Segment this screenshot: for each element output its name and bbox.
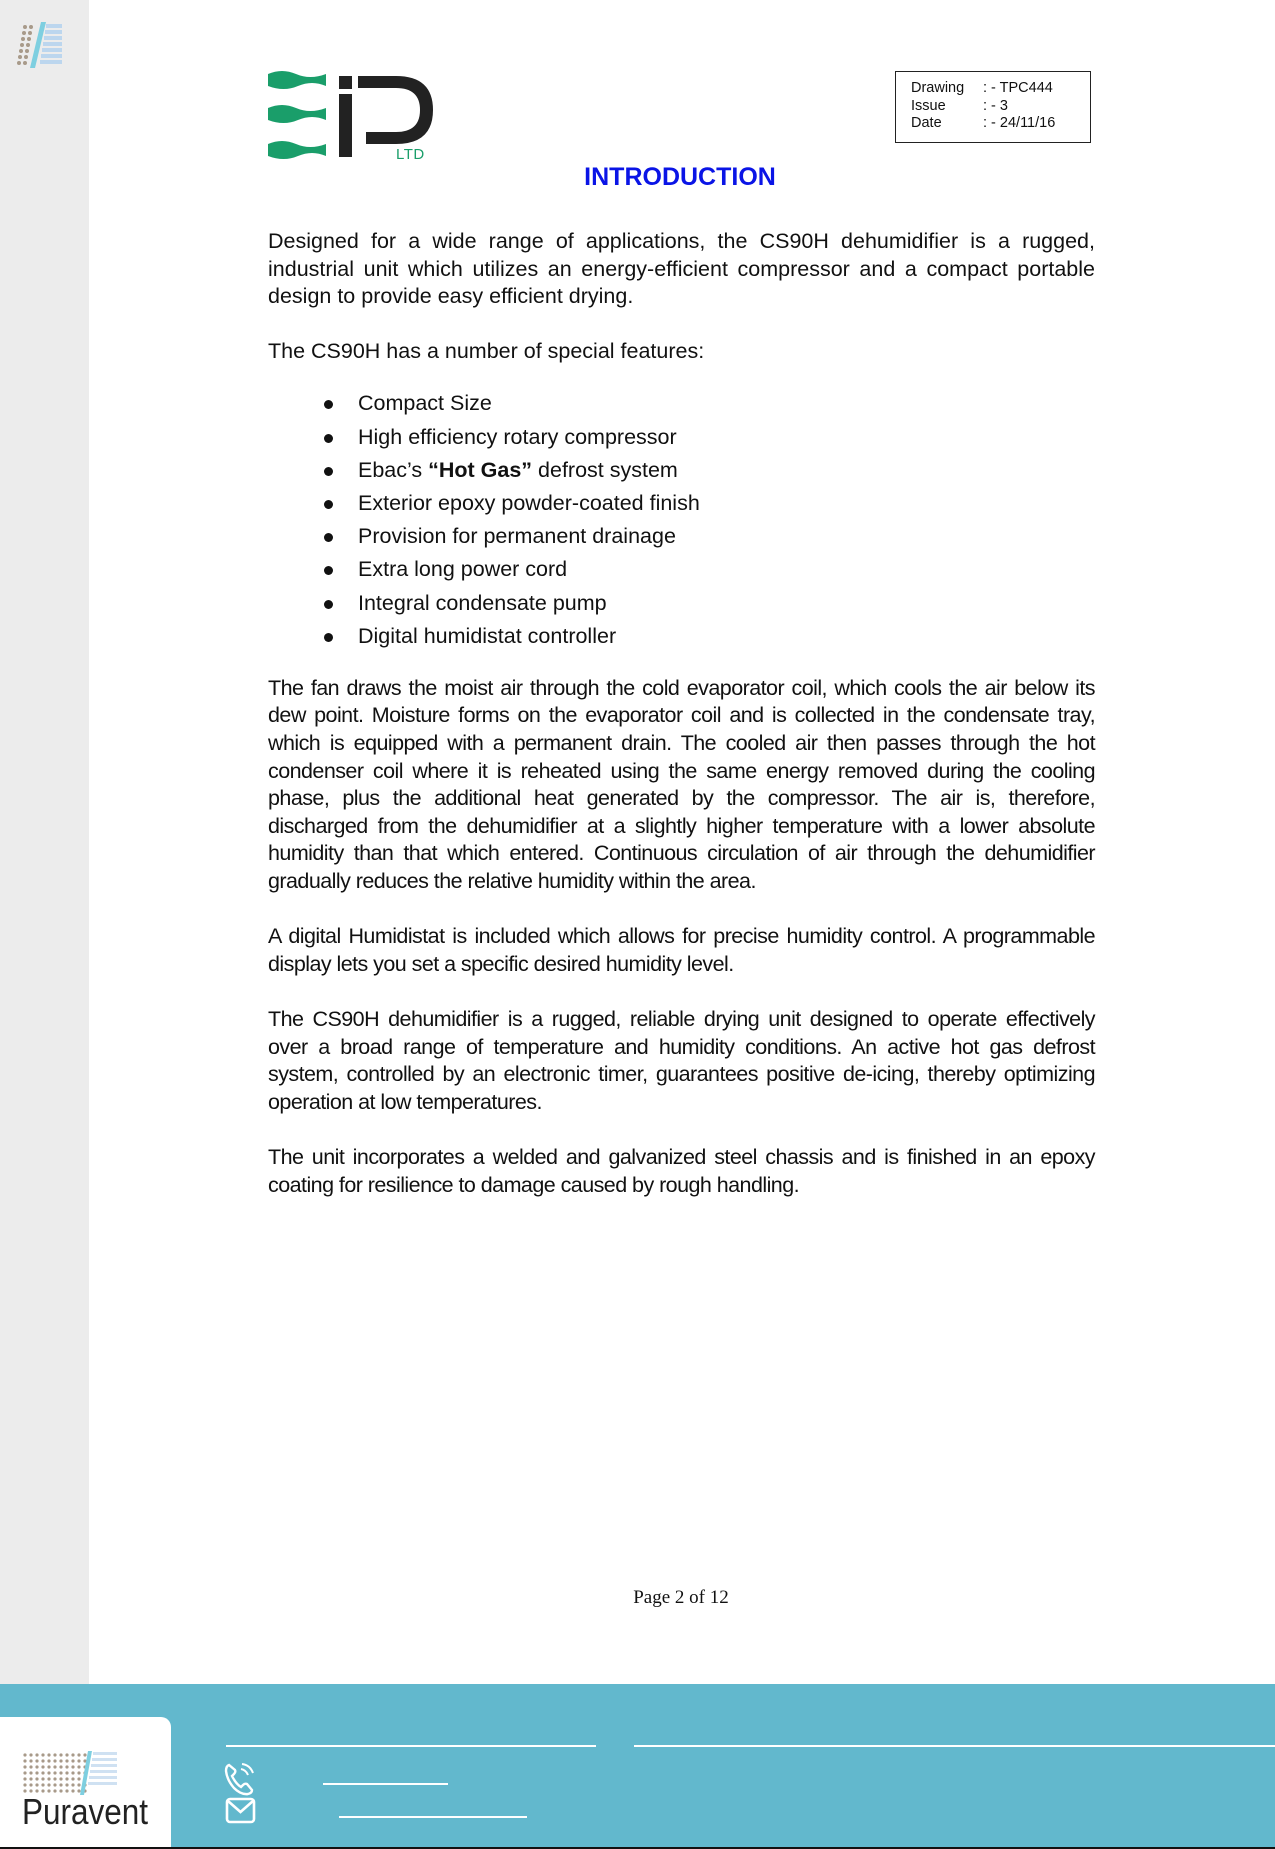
bullet-icon — [324, 566, 333, 575]
intro-paragraph: Designed for a wide range of applications, the CS90H dehumidifier is a rugged, industrial unit which utilizes an energy-efficient compressor and a compact portable design to provide easy efficient drying. — [268, 229, 1095, 309]
features-list — [268, 387, 1095, 653]
bullet-icon — [324, 400, 333, 409]
feature-item: Compact Size — [268, 387, 1095, 420]
footer-divider-left — [226, 1745, 596, 1747]
bullet-icon — [324, 467, 333, 476]
operation-paragraph: The fan draws the moist air through the cold evaporator coil, which cools the air below its dew point. Moisture forms on the evaporator coil and is collected in the condensate tray, which is equipped with a permanent drain. The cooled air then passes through the hot condenser coil where it is reheated using the same energy removed during the cooling phase, plus the additional heat generated by the compressor. The air is, therefore, discharged from the dehumidifier at a slightly higher temperature with a lower absolute humidity than that which entered. Continuous circulation of air through the dehumidifier gradually reduces the relative humidity within the area. — [268, 675, 1095, 894]
email-link-underline[interactable] — [339, 1816, 527, 1818]
bullet-icon — [324, 434, 333, 443]
feature-item: Exterior epoxy powder-coated finish — [268, 487, 1095, 520]
bullet-icon — [324, 600, 333, 609]
chassis-paragraph: The unit incorporates a welded and galvanized steel chassis and is finished in an epoxy coating for resilience to damage caused by rough handling. — [268, 1144, 1095, 1197]
bullet-icon — [324, 500, 333, 509]
drawing-info-box — [895, 71, 1091, 143]
drawing-value: : - TPC444 — [983, 80, 1053, 96]
feature-item: High efficiency rotary compressor — [268, 421, 1095, 454]
mail-icon[interactable] — [225, 1797, 257, 1825]
date-label: Date — [911, 115, 942, 131]
bullet-icon — [324, 533, 333, 542]
hot-gas-emphasis: “Hot Gas” — [428, 457, 533, 482]
bullet-icon — [324, 633, 333, 642]
date-value: : - 24/11/16 — [983, 115, 1056, 131]
puravent-logo — [0, 1717, 171, 1848]
puravent-mini-logo-icon — [16, 20, 64, 70]
reliability-paragraph: The CS90H dehumidifier is a rugged, reliable drying unit designed to operate effectively over a broad range of temperature and humidity conditions. An active hot gas defrost system, controlled by an electronic timer, guarantees positive de-icing, thereby optimizing operation at low temperatures. — [268, 1007, 1095, 1114]
issue-value: : - 3 — [983, 97, 1008, 114]
page-number: Page 2 of 12 — [633, 1587, 729, 1608]
drawing-label: Drawing — [911, 80, 965, 96]
drawing-row — [911, 80, 1090, 98]
humidistat-paragraph: A digital Humidistat is included which allows for precise humidity control. A programmable display lets you set a specific desired humidity level. — [268, 924, 1095, 976]
svg-text:Puravent: Puravent — [22, 1791, 148, 1832]
feature-item: Integral condensate pump — [268, 587, 1095, 620]
phone-icon[interactable] — [224, 1762, 256, 1796]
issue-row — [911, 98, 1090, 116]
left-margin-strip — [0, 0, 89, 1684]
feature-item: Extra long power cord — [268, 553, 1095, 586]
document-body — [268, 228, 1095, 1199]
phone-link-underline[interactable] — [323, 1783, 448, 1785]
issue-label: Issue — [911, 97, 946, 114]
feature-item: Digital humidistat controller — [268, 620, 1095, 653]
footer-divider-right — [634, 1745, 1275, 1747]
company-suffix-label: LTD — [396, 146, 425, 163]
footer-logo-card — [0, 1717, 171, 1848]
date-row — [911, 115, 1090, 133]
page-title: INTRODUCTION — [584, 163, 776, 191]
feature-item: Provision for permanent drainage — [268, 520, 1095, 553]
footer-band — [0, 1684, 1275, 1847]
feature-item: Ebac’s “Hot Gas” defrost system — [268, 454, 1095, 487]
features-intro: The CS90H has a number of special features: — [268, 338, 705, 363]
